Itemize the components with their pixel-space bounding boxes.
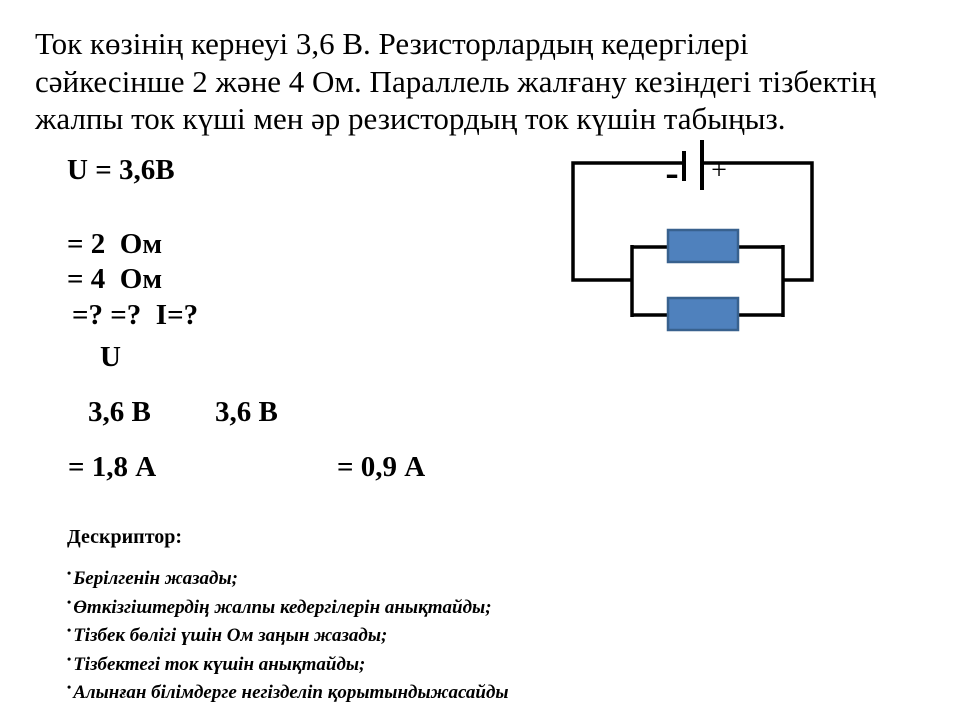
voltage-value-2: 3,6 В (215, 396, 278, 428)
descriptor-item-text: Алынған білімдерге негізделіп қорытындыжасайды (73, 682, 509, 703)
problem-statement-line-2: сәйкесінше 2 және 4 Ом. Параллель жалғану кезіндегі тізбектің (35, 63, 876, 99)
resistor-2 (668, 298, 738, 330)
bullet-icon: • (67, 594, 72, 609)
descriptor-item-text: Өткізгіштердің жалпы кедергілерін анықтайды; (73, 596, 492, 618)
current-result-2: = 0,9 А (337, 451, 426, 483)
problem-statement-line-3: жалпы ток күші мен әр резистордың ток күшін табыңыз. (35, 101, 786, 136)
descriptor-heading: Дескриптор: (67, 526, 183, 548)
descriptor-item-text: Берілгенін жазады; (73, 568, 238, 589)
battery-plus-label: + (711, 155, 727, 186)
bullet-icon: • (67, 566, 72, 580)
descriptor-item (67, 676, 509, 705)
problem-statement-line-1: Ток көзінің кернеуі 3,6 В. Резисторлардың кедергілері (35, 26, 749, 61)
descriptor-item (67, 648, 509, 677)
descriptor-section (67, 526, 509, 705)
resistance-2-line: = 4 Ом (67, 263, 163, 295)
descriptor-item (67, 562, 509, 591)
voltage-given-line: U = 3,6В (67, 154, 175, 186)
bullet-icon: • (67, 651, 72, 666)
bullet-icon: • (67, 623, 72, 637)
descriptor-item-text: Тізбектегі ток күшін анықтайды; (73, 653, 366, 675)
voltage-value-1: 3,6 В (88, 396, 151, 428)
resistance-1-line: = 2 Ом (67, 228, 163, 260)
battery-minus-label: - (665, 150, 679, 195)
formula-u-label: U (100, 341, 121, 373)
descriptor-item-text: Тізбек бөлігі үшін Ом заңын жазады; (73, 625, 388, 646)
bullet-icon: • (67, 680, 72, 694)
current-result-1: = 1,8 А (68, 451, 157, 483)
unknowns-line: =? =? I=? (72, 299, 199, 331)
descriptor-item (67, 619, 509, 648)
descriptor-item (67, 591, 509, 620)
resistor-1 (668, 230, 738, 262)
